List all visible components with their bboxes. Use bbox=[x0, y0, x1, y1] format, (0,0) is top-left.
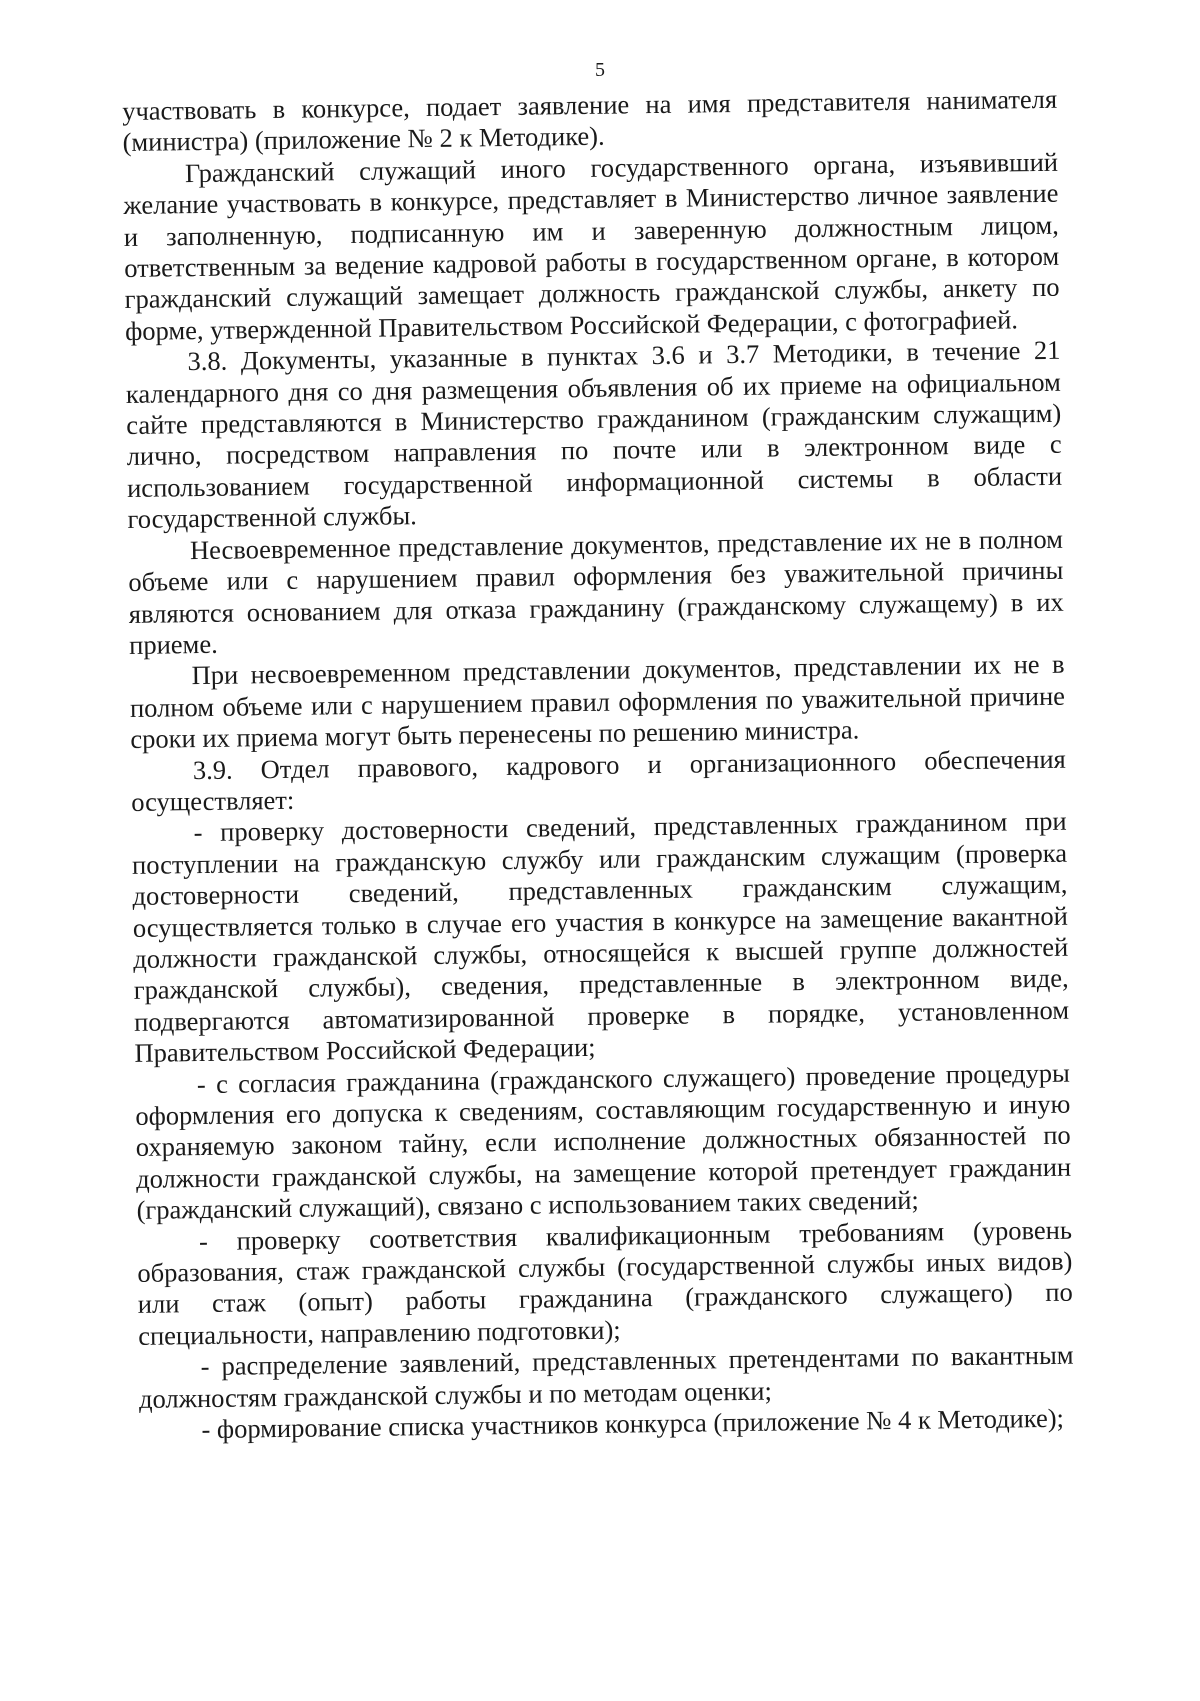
list-item-application-distribution: - распределение заявлений, представленных претендентами по вакантным должностям гражданской службы и по методам оценки; bbox=[138, 1339, 1074, 1414]
paragraph-late-submission-refusal: Несвоевременное представление документов, представление их не в полном объеме или с нарушением правил оформления без уважительной причины являются основанием для отказа гражданину (гражданскому служащему) в их приеме. bbox=[128, 523, 1064, 660]
paragraph-late-submission-postponement: При несвоевременном представлении документов, представлении их не в полном объеме или с нарушением правил оформления по уважительной причине сроки их приема могут быть перенесены по решению министра. bbox=[129, 649, 1066, 755]
paragraph-civil-servant-documents: Гражданский служащий иного государственного органа, изъявивший желание участвовать в конкурсе, представляет в Министерство личное заявление и заполненную, подписанную им и заверенную должностным лицом, ответственным за ведение кадровой работы в государственном органе, в котором гражданский служащий замещает должность гражданской службы, анкету по форме, утвержденной Правительством Российской Федерации, с фотографией. bbox=[123, 146, 1060, 346]
list-item-participant-list: - формирование списка участников конкурса (приложение № 4 к Методике); bbox=[201, 1402, 1065, 1445]
paragraph-3-9: 3.9. Отдел правового, кадрового и организационного обеспечения осуществляет: bbox=[131, 743, 1066, 817]
document-body bbox=[122, 84, 1075, 1447]
paragraph-continuation: участвовать в конкурсе, подает заявление на имя представителя нанимателя (министра) (приложение № 2 к Методике). bbox=[122, 83, 1058, 158]
list-item-verification: - проверку достоверности сведений, представленных гражданином при поступлении на гражданскую службу или гражданским служащим (проверка достоверности сведений, представленных гражданским служащим, осуществляется только в случае его участия в конкурсе на замещение вакантной должности гражданской службы, относящейся к высшей группе должностей гражданской службы), сведения, представленные в электронном виде, подвергаются автоматизированной проверке в порядке, установленном Правительством Российской Федерации; bbox=[131, 806, 1070, 1069]
list-item-qualification-check: - проверку соответствия квалификационным требованиям (уровень образования, стаж гражданской службы (государственной службы иных видов) или стаж (опыт) работы гражданина (гражданского служащего) по специальности, направлению подготовки); bbox=[137, 1214, 1073, 1351]
paragraph-3-8: 3.8. Документы, указанные в пунктах 3.6 и 3.7 Методики, в течение 21 календарного дня со дня размещения объявления об их приеме на официальном сайте представляются в Министерство гражданином (гражданским служащим) лично, посредством направления по почте или в электронном виде с использованием государственной информационной системы в области государственной службы. bbox=[125, 334, 1063, 535]
list-item-secret-clearance: - с согласия гражданина (гражданского служащего) проведение процедуры оформления его допуска к сведениям, составляющим государственную и иную охраняемую законом тайну, если исполнение должностных обязанностей по должности гражданской службы, на замещение которой претендует гражданин (гражданский служащий), связано с использованием таких сведений; bbox=[135, 1057, 1072, 1226]
page-number: 5 bbox=[595, 59, 605, 81]
